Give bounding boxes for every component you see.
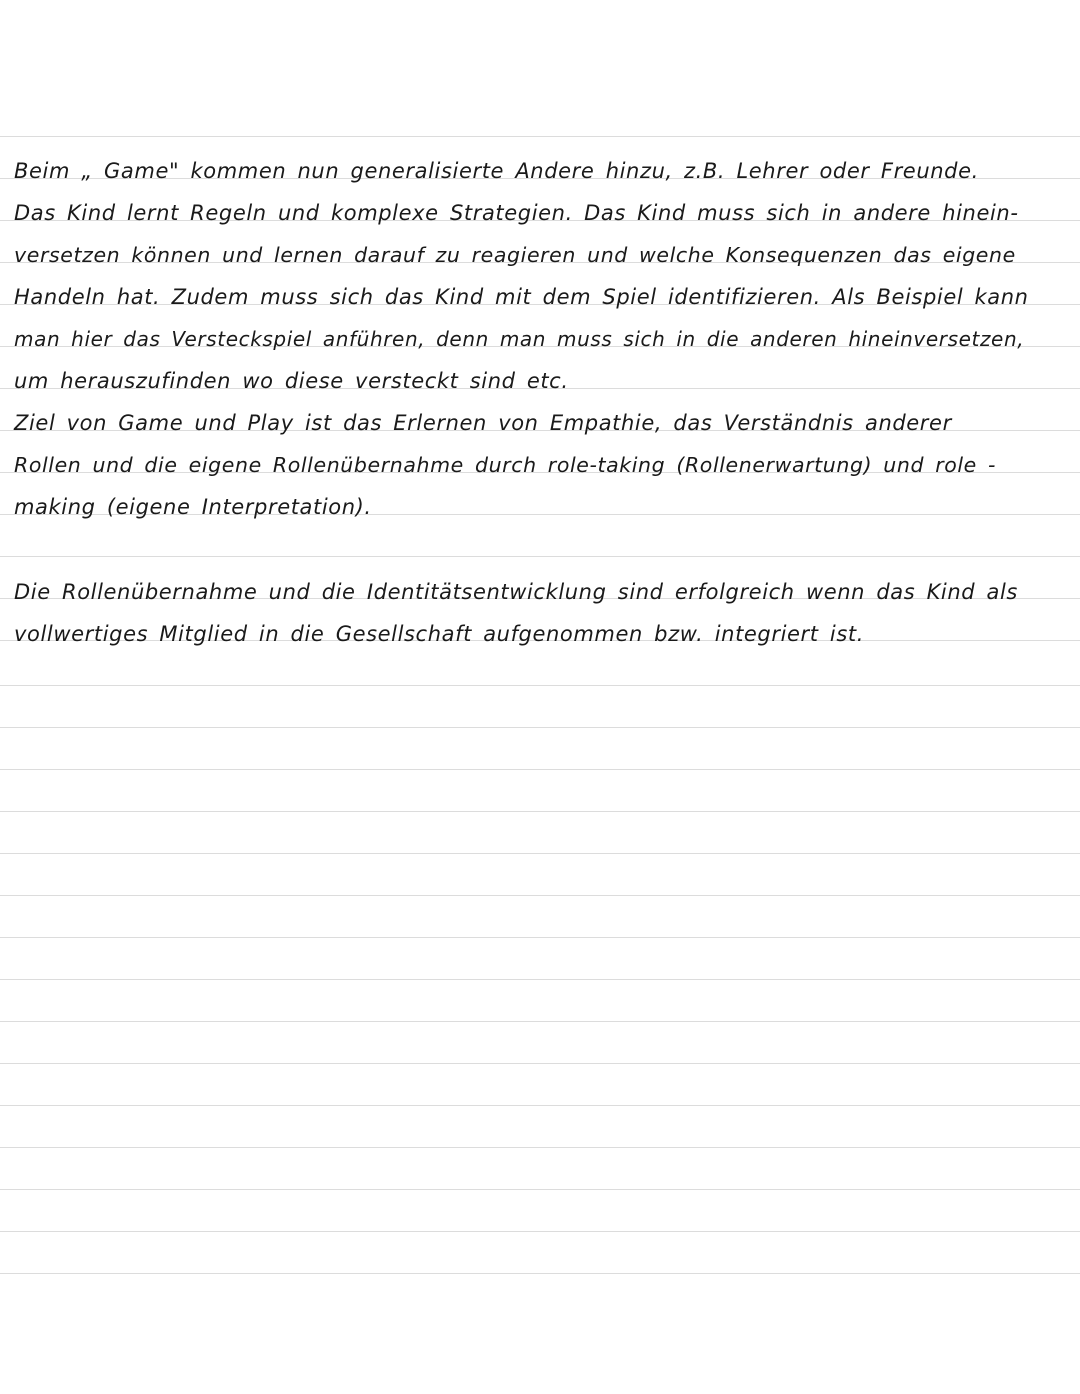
text-line: Ziel von Game und Play ist das Erlernen von Empathie, das Verständnis anderer — [14, 411, 952, 435]
ruled-line — [0, 811, 1080, 812]
text-line: making (eigene Interpretation). — [14, 495, 372, 519]
text-line: um herauszufinden wo diese versteckt sind etc. — [14, 369, 569, 393]
ruled-line — [0, 769, 1080, 770]
text-line: Das Kind lernt Regeln und komplexe Strategien. Das Kind muss sich in andere hinein- — [14, 201, 1019, 225]
ruled-line — [0, 727, 1080, 728]
ruled-line — [0, 1273, 1080, 1274]
text-line: Handeln hat. Zudem muss sich das Kind mit dem Spiel identifizieren. Als Beispiel kann — [14, 285, 1029, 309]
text-line: vollwertiges Mitglied in die Gesellschaft aufgenommen bzw. integriert ist. — [14, 622, 864, 646]
ruled-line — [0, 1147, 1080, 1148]
ruled-line — [0, 556, 1080, 557]
ruled-line — [0, 853, 1080, 854]
text-line: Die Rollenübernahme und die Identitätsentwicklung sind erfolgreich wenn das Kind als — [14, 580, 1018, 604]
ruled-line — [0, 1231, 1080, 1232]
text-line: man hier das Versteckspiel anführen, denn man muss sich in die anderen hineinversetzen, — [14, 327, 1025, 351]
text-line: Beim „ Game" kommen nun generalisierte Andere hinzu, z.B. Lehrer oder Freunde. — [14, 159, 979, 183]
ruled-line — [0, 1105, 1080, 1106]
ruled-line — [0, 1021, 1080, 1022]
ruled-line — [0, 895, 1080, 896]
ruled-line — [0, 937, 1080, 938]
text-line: versetzen können und lernen darauf zu reagieren und welche Konsequenzen das eigene — [14, 243, 1016, 267]
ruled-line — [0, 1063, 1080, 1064]
ruled-line — [0, 685, 1080, 686]
ruled-line — [0, 136, 1080, 137]
ruled-line — [0, 979, 1080, 980]
ruled-line — [0, 1189, 1080, 1190]
text-line: Rollen und die eigene Rollenübernahme durch role-taking (Rollenerwartung) und role - — [14, 453, 996, 477]
